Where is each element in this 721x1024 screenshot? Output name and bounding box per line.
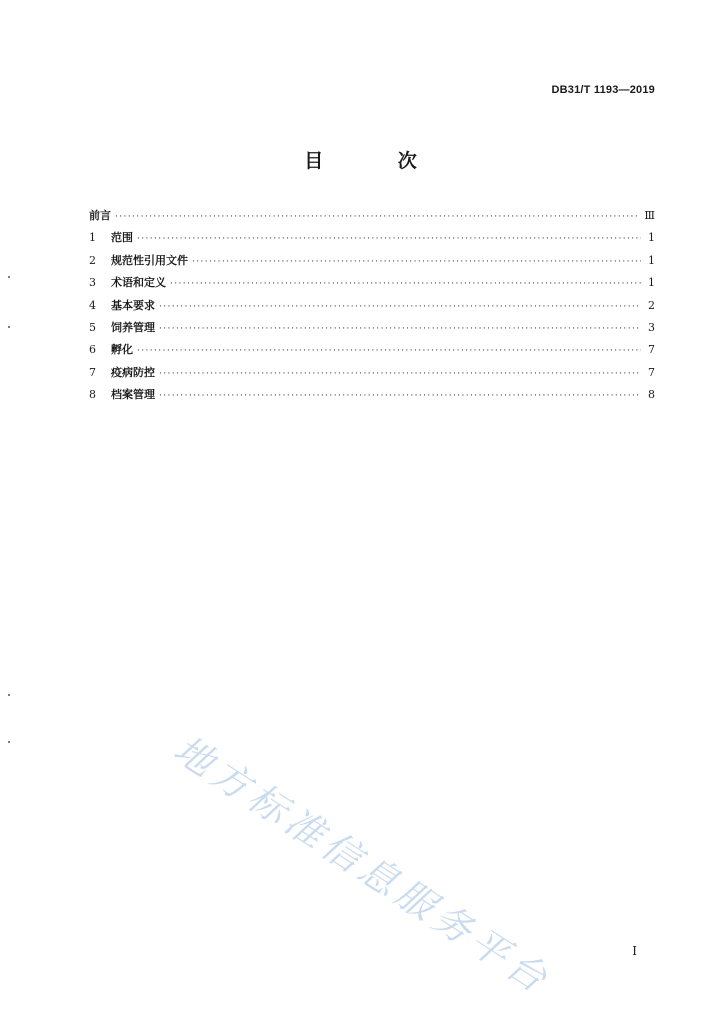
toc-entry-page: 3	[648, 320, 655, 334]
toc-entry-records-management[interactable]	[89, 386, 655, 408]
scan-speck	[8, 694, 10, 696]
toc-entry-number: 1	[89, 231, 96, 245]
dot-leader	[159, 324, 641, 334]
toc-entry-page: 1	[648, 276, 655, 290]
toc-entry-terms[interactable]	[89, 274, 655, 296]
toc-entry-number: 5	[89, 320, 96, 334]
dot-leader	[137, 234, 641, 244]
toc-entry-label: 范围	[111, 231, 133, 245]
toc-entry-page: 1	[648, 231, 655, 245]
toc-entry-label: 术语和定义	[111, 276, 166, 290]
toc-entry-number: 4	[89, 298, 96, 312]
table-of-contents	[89, 207, 655, 409]
toc-entry-number: 8	[89, 388, 96, 402]
toc-entry-incubation[interactable]	[89, 341, 655, 363]
toc-entry-label: 疫病防控	[111, 365, 155, 379]
toc-entry-scope[interactable]	[89, 229, 655, 251]
toc-entry-page: 7	[648, 365, 655, 379]
scan-speck	[8, 276, 10, 278]
toc-entry-feeding-management[interactable]	[89, 319, 655, 341]
toc-entry-label: 基本要求	[111, 298, 155, 312]
scan-speck	[8, 741, 10, 743]
toc-entry-number: 7	[89, 365, 96, 379]
standard-code: DB31/T 1193—2019	[551, 84, 655, 96]
toc-entry-number: 3	[89, 276, 96, 290]
toc-entry-disease-control[interactable]	[89, 364, 655, 386]
toc-entry-basic-requirements[interactable]	[89, 297, 655, 319]
toc-entry-foreword[interactable]	[89, 207, 655, 229]
dot-leader	[159, 302, 641, 312]
toc-entry-normative-references[interactable]	[89, 252, 655, 274]
dot-leader	[159, 391, 641, 401]
dot-leader	[159, 369, 641, 379]
toc-entry-number: 6	[89, 343, 96, 357]
dot-leader	[137, 346, 641, 356]
toc-entry-page: 1	[648, 253, 655, 267]
toc-entry-number: 2	[89, 253, 96, 267]
dot-leader	[115, 212, 640, 222]
toc-entry-label: 规范性引用文件	[111, 253, 188, 267]
toc-entry-label: 孵化	[111, 343, 133, 357]
toc-entry-page: 2	[648, 298, 655, 312]
scan-speck	[8, 326, 10, 328]
watermark: 地方标准信息服务平台	[166, 726, 560, 1004]
dot-leader	[170, 279, 641, 289]
dot-leader	[192, 257, 641, 267]
toc-entry-page: Ⅲ	[644, 209, 655, 222]
page-number: I	[632, 944, 637, 958]
toc-title: 目 次	[304, 150, 451, 172]
toc-entry-page: 8	[648, 388, 655, 402]
toc-entry-label: 档案管理	[111, 388, 155, 402]
toc-entry-page: 7	[648, 343, 655, 357]
toc-entry-label: 前言	[89, 209, 111, 222]
toc-entry-label: 饲养管理	[111, 320, 155, 334]
